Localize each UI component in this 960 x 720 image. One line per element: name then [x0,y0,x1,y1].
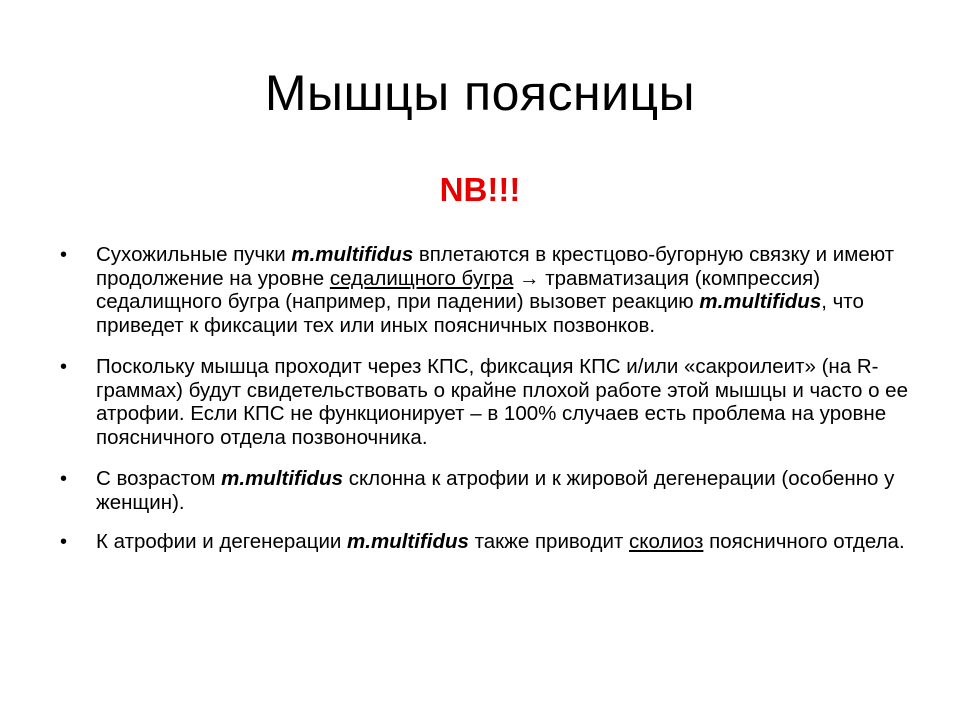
bullet-text: Поскольку мышца проходит через КПС, фиксация КПС и/или «сакроилеит» (на R-граммах) будут свидетельствовать о крайне плохой работе этой мышцы и часто о ее атрофии. Если КПС не функционирует – в 100% случаев есть проблема на уровне поясничного отдела позвоночника. [96,355,908,449]
bullet-dot: • [60,468,68,490]
bullet-text: С возрастом [96,467,222,490]
bullet-dot: • [60,356,68,378]
latin-term: m.multifidus [699,290,822,313]
bullet-item-4 [60,530,920,554]
underlined-term: сколиоз [629,530,704,553]
bullet-item-2 [60,355,920,449]
bullet-list [60,243,920,554]
latin-term: m.multifidus [221,467,343,490]
nb-subtitle: NB!!! [439,171,521,208]
bullet-dot: • [60,531,68,553]
bullet-text: склонна к атрофии и к жировой дегенерации (особенно у женщин). [96,467,895,514]
bullet-item-1 [60,243,920,337]
bullet-text: → травматизация (компрессия) седалищного бугра (например, при падении) вызовет реакцию [96,266,821,313]
bullet-dot: • [60,244,68,266]
underlined-term: седалищного бугра [329,266,514,290]
bullet-text: вплетаются в крестцово-бугорную связку и имеют продолжение на уровне [96,243,895,290]
bullet-text: К атрофии и дегенерации [96,530,348,553]
latin-term: m.multifidus [347,530,469,553]
bullet-text: также приводит [468,530,630,553]
slide-title: Мышцы поясницы [264,65,696,121]
bullet-text: , что приведет к фиксации тех или иных поясничных позвонков. [96,290,864,337]
bullet-text: поясничного отдела. [703,530,905,553]
latin-term: m.multifidus [291,243,414,266]
bullet-item-3 [60,467,920,514]
bullet-text: Сухожильные пучки [96,243,292,266]
